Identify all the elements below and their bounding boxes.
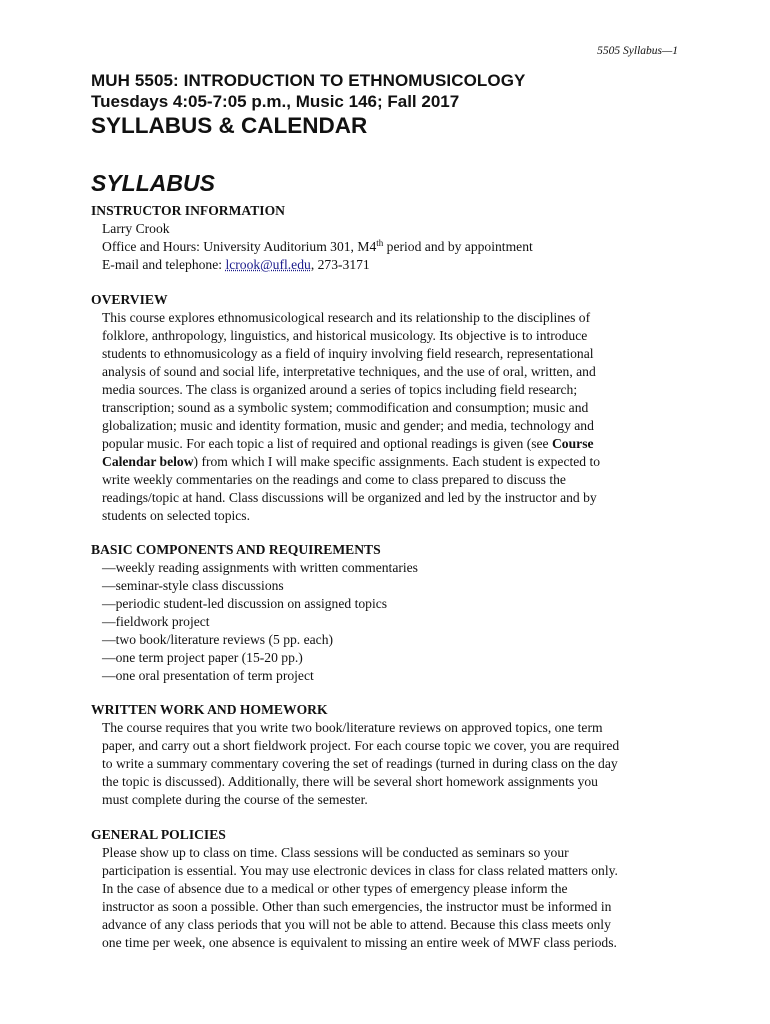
office-hours: Office and Hours: University Auditorium 301, M4th period and by appointment [102,238,533,254]
overview-line: analysis of sound and social life, interpretative techniques, and the use of oral, written, and [102,364,596,379]
written-work-line: to write a summary commentary covering the set of readings (turned in during class on the day [102,756,618,771]
policies-section [91,826,691,952]
course-meeting-info: Tuesdays 4:05-7:05 p.m., Music 146; Fall 2017 [91,92,460,111]
policies-line: advance of any class periods that you will not be able to attend. Because this class meets only [102,917,611,932]
written-work-line: paper, and carry out a short fieldwork project. For each course topic we cover, you are required [102,738,620,753]
components-heading: BASIC COMPONENTS AND REQUIREMENTS [91,542,381,557]
document-title: SYLLABUS & CALENDAR [91,113,368,138]
policies-line: participation is essential. You may use electronic devices in class for class related matters only. [102,863,618,878]
instructor-name: Larry Crook [102,221,170,236]
written-work-line: The course requires that you write two book/literature reviews on approved topics, one term [102,720,603,735]
overview-line: write weekly commentaries on the readings and come to class prepared to discuss the [102,472,566,487]
requirement-item: —one term project paper (15-20 pp.) [102,650,303,665]
overview-line: media sources. The class is organized around a series of topics including field research; [102,382,578,397]
overview-heading: OVERVIEW [91,292,168,307]
overview-line: Calendar below) from which I will make specific assignments. Each student is expected to [102,454,601,469]
course-calendar-reference: Course [551,436,594,451]
requirement-item: —two book/literature reviews (5 pp. each) [102,632,334,647]
overview-line: readings/topic at hand. Class discussions will be organized and led by the instructor and by [102,490,597,505]
written-work-heading: WRITTEN WORK AND HOMEWORK [91,702,328,717]
instructor-heading: INSTRUCTOR INFORMATION [91,203,285,218]
instructor-section [91,202,691,274]
written-work-line: must complete during the course of the semester. [102,792,368,807]
requirement-item: —periodic student-led discussion on assigned topics [102,596,388,611]
requirement-item: —one oral presentation of term project [102,668,314,683]
overview-line: folklore, anthropology, linguistics, and historical musicology. Its objective is to introduce [102,328,588,343]
course-title: MUH 5505: INTRODUCTION TO ETHNOMUSICOLOGY [91,71,526,90]
requirement-item: —seminar-style class discussions [102,578,284,593]
overview-line: transcription; sound as a symbolic system; commodification and consumption; music and [102,400,589,415]
policies-line: In the case of absence due to a medical or other types of emergency please inform the [102,881,568,896]
written-work-line: the topic is discussed). Additionally, there will be several short homework assignments you [102,774,598,789]
policies-line: Please show up to class on time. Class sessions will be conducted as seminars so your [102,845,569,860]
components-section [91,541,691,685]
running-head: 5505 Syllabus—1 [597,45,678,57]
policies-line: instructor as soon a possible. Other than such emergencies, the instructor must be informed in [102,899,612,914]
overview-line: globalization; music and identity formation, music and gender; and media, technology and [102,418,594,433]
overview-line: This course explores ethnomusicological research and its relationship to the disciplines of [102,310,591,325]
course-calendar-reference: Calendar below [102,454,194,469]
section-title: SYLLABUS [91,170,215,196]
written-work-section [91,701,691,809]
overview-line: students to ethnomusicology as a field of inquiry involving field research, representational [102,346,594,361]
email-link[interactable]: lcrook@ufl.edu [225,257,311,272]
overview-line: popular music. For each topic a list of required and optional readings is given (see Course [102,436,594,451]
policies-heading: GENERAL POLICIES [91,827,226,842]
overview-line: students on selected topics. [102,508,250,523]
requirement-item: —weekly reading assignments with written commentaries [102,560,418,575]
policies-line: one time per week, one absence is equivalent to missing an entire week of MWF class periods. [102,935,617,950]
contact-line: E-mail and telephone: lcrook@ufl.edu, 273-3171 [102,257,370,272]
requirement-item: —fieldwork project [102,614,210,629]
overview-section [91,291,691,525]
